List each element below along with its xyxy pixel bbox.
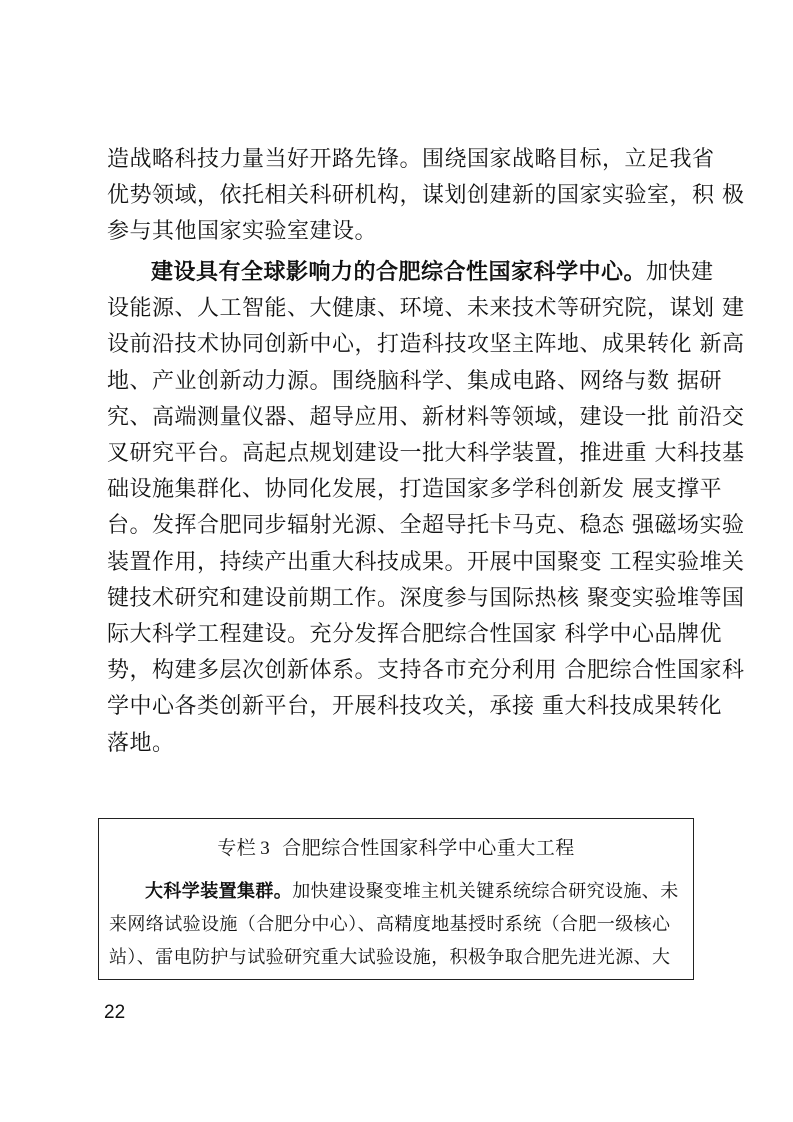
paragraph-2-line: 台。发挥合肥同步辐射光源、全超导托卡马克、稳态 强磁场实验 [107,513,745,539]
box-title-number: 3 [260,838,271,859]
page-number: 22 [104,1002,126,1023]
special-column-box [98,818,694,980]
box-body [109,875,687,974]
box-line: 站）、雷电防护与试验研究重大试验设施，积极争取合肥先进光源、大 [109,947,671,968]
paragraph-2-line: 叉研究平台。高起点规划建设一批大科学装置，推进重 大科技基 [107,441,745,467]
paragraph-1 [107,142,745,251]
box-first-line-text: 加快建设聚变堆主机关键系统综合研究设施、未 [292,881,679,902]
paragraph-2-line: 键技术研究和建设前期工作。深度参与国际热核 聚变实验堆等国 [107,585,745,611]
paragraph-2-line: 际大科学工程建设。充分发挥合肥综合性国家 科学中心品牌优 [107,622,722,648]
paragraph-1-line: 造战略科技力量当好开路先锋。围绕国家战略目标，立足我省 [107,147,715,172]
paragraph-2-line: 装置作用，持续产出重大科技成果。开展中国聚变 工程实验堆关 [107,549,745,575]
paragraph-2-line: 学中心各类创新平台，开展科技攻关，承接 重大科技成果转化 [107,694,722,720]
paragraph-1-line: 参与其他国家实验室建设。 [107,219,378,245]
paragraph-2-line: 究、高端测量仪器、超导应用、新材料等领域，建设一批 前沿交 [107,404,745,430]
box-first-line [109,875,687,908]
box-title [99,833,693,860]
box-heading: 大科学装置集群。 [145,881,293,902]
paragraph-2-line: 设前沿技术协同创新中心，打造科技攻坚主阵地、成果转化 新高 [107,332,745,358]
paragraph-2-line: 设能源、人工智能、大健康、环境、未来技术等研究院，谋划 建 [107,296,745,322]
paragraph-2-first-line-text: 加快建 [646,260,714,285]
paragraph-2-line: 础设施集群化、协同化发展，打造国家多学科创新发 展支撑平 [107,477,722,503]
paragraph-2-line: 地、产业创新动力源。围绕脑科学、集成电路、网络与数 据研 [107,368,722,394]
paragraph-2-line: 势，构建多层次创新体系。支持各市充分利用 合肥综合性国家科 [107,658,745,684]
box-title-text: 合肥综合性国家科学中心重大工程 [282,837,575,859]
paragraph-1-line: 优势领域，依托相关科研机构，谋划创建新的国家实验室，积 极 [107,183,745,209]
paragraph-2-first-line [107,254,714,291]
paragraph-2-line: 落地。 [107,730,175,756]
paragraph-2-heading: 建设具有全球影响力的合肥综合性国家科学中心。 [151,259,647,285]
paragraph-2 [107,254,745,762]
box-title-prefix: 专栏 [217,837,257,859]
box-line: 来网络试验设施（合肥分中心）、高精度地基授时系统（合肥一级核心 [109,914,671,935]
